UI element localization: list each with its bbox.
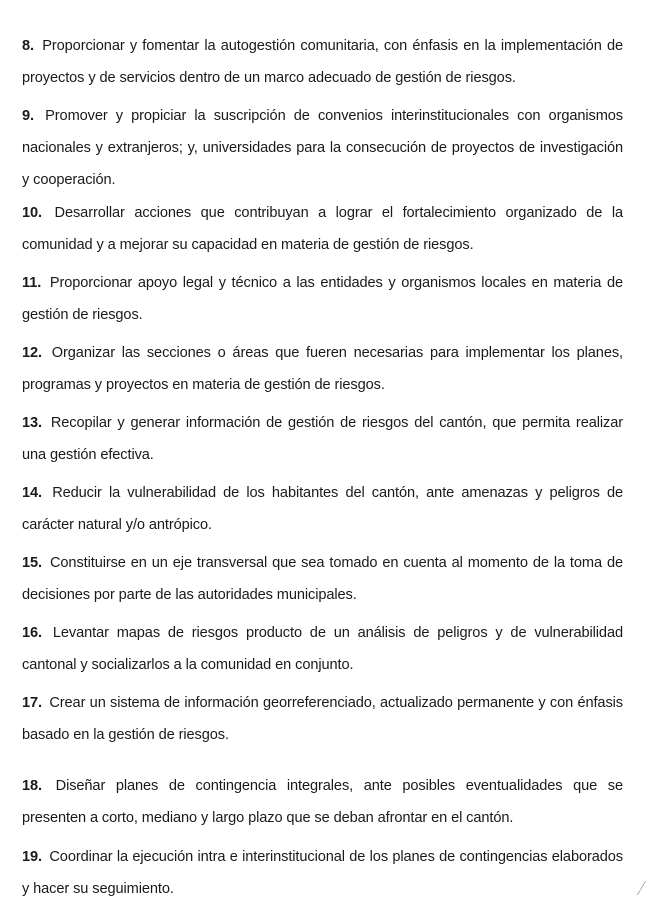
item-number: 12.: [22, 345, 42, 361]
list-item: [22, 197, 623, 261]
list-item: [22, 30, 623, 94]
list-item: [22, 841, 623, 905]
list-item: [22, 267, 623, 331]
item-number: 9.: [22, 108, 34, 124]
item-number: 13.: [22, 415, 42, 431]
item-text: Proporcionar y fomentar la autogestión comunitaria, con énfasis en la implementación de proyectos y de servicios dentro de un marco adecuado de gestión de riesgos.: [22, 38, 623, 86]
list-item: [22, 687, 623, 751]
item-number: 11.: [22, 275, 42, 291]
item-number: 17.: [22, 695, 42, 711]
list-item: [22, 407, 623, 471]
item-number: 10.: [22, 205, 42, 221]
item-text: Coordinar la ejecución intra e interinstitucional de los planes de contingencias elaborados y hacer su seguimiento.: [22, 849, 623, 897]
item-text: Reducir la vulnerabilidad de los habitantes del cantón, ante amenazas y peligros de carácter natural y/o antrópico.: [22, 485, 623, 533]
pen-mark: [629, 881, 646, 895]
list-item: [22, 547, 623, 611]
item-text: Recopilar y generar información de gestión de riesgos del cantón, que permita realizar una gestión efectiva.: [22, 415, 623, 463]
item-number: 8.: [22, 38, 34, 54]
list-item: [22, 477, 623, 541]
list-item: [22, 617, 623, 681]
item-number: 16.: [22, 625, 42, 641]
list-item: [22, 100, 623, 196]
list-item: [22, 770, 623, 834]
item-text: Organizar las secciones o áreas que fueren necesarias para implementar los planes, programas y proyectos en materia de gestión de riesgos.: [22, 345, 623, 393]
list-item: [22, 337, 623, 401]
item-text: Promover y propiciar la suscripción de convenios interinstitucionales con organismos nacionales y extranjeros; y, universidades para la consecución de proyectos de investigación y cooperación.: [22, 108, 623, 188]
item-text: Desarrollar acciones que contribuyan a lograr el fortalecimiento organizado de la comunidad y a mejorar su capacidad en materia de gestión de riesgos.: [22, 205, 623, 253]
item-number: 14.: [22, 485, 42, 501]
item-number: 19.: [22, 849, 42, 865]
item-number: 15.: [22, 555, 42, 571]
item-text: Proporcionar apoyo legal y técnico a las entidades y organismos locales en materia de gestión de riesgos.: [22, 275, 623, 323]
item-text: Diseñar planes de contingencia integrales, ante posibles eventualidades que se presenten a corto, mediano y largo plazo que se deban afrontar en el cantón.: [22, 778, 623, 826]
item-text: Levantar mapas de riesgos producto de un análisis de peligros y de vulnerabilidad cantonal y socializarlos a la comunidad en conjunto.: [22, 625, 623, 673]
item-text: Constituirse en un eje transversal que sea tomado en cuenta al momento de la toma de decisiones por parte de las autoridades municipales.: [22, 555, 623, 603]
item-number: 18.: [22, 778, 42, 794]
item-text: Crear un sistema de información georreferenciado, actualizado permanente y con énfasis basado en la gestión de riesgos.: [22, 695, 623, 743]
